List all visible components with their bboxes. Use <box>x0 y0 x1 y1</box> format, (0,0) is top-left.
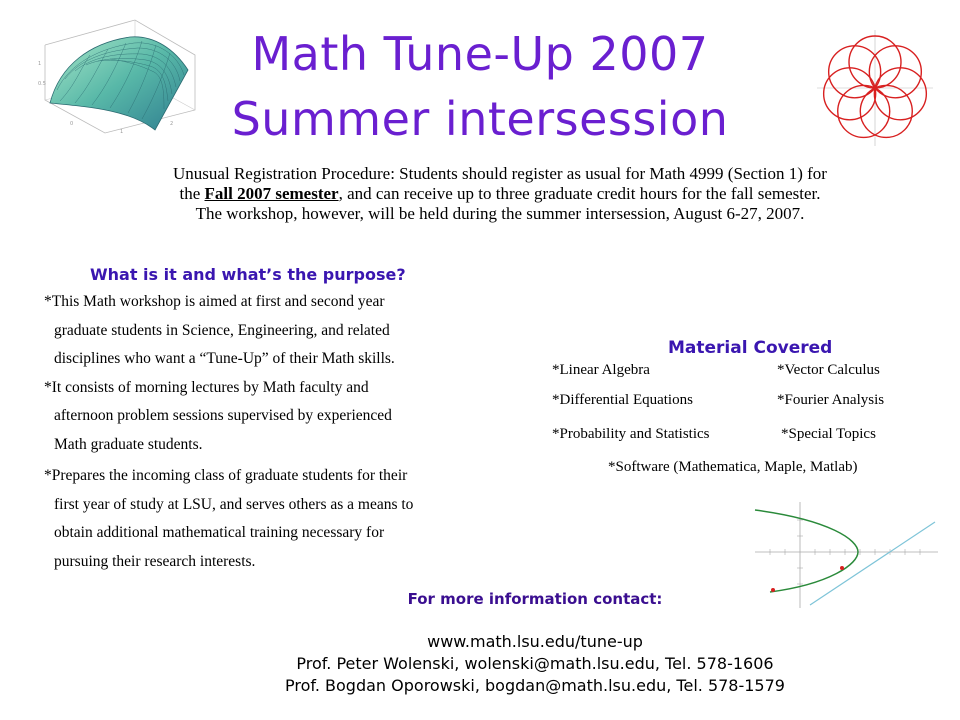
svg-text:1: 1 <box>120 129 124 135</box>
purpose-line: pursuing their research interests. <box>54 552 256 570</box>
intro-line1: Unusual Registration Procedure: Students should register as usual for Math 4999 (Section 1) for <box>173 164 827 183</box>
purpose-line: graduate students in Science, Engineering, and related <box>54 321 390 339</box>
material-item: *Software (Mathematica, Maple, Matlab) <box>608 459 858 475</box>
purpose-line: *Prepares the incoming class of graduate students for their <box>44 467 408 484</box>
contact-heading: For more information contact: <box>407 590 663 608</box>
material-item: *Special Topics <box>781 426 876 442</box>
svg-text:2: 2 <box>170 121 174 127</box>
material-item: *Probability and Statistics <box>552 426 710 442</box>
purpose-line: afternoon problem sessions supervised by experienced <box>54 407 392 424</box>
contact-person-2: Prof. Bogdan Oporowski, bogdan@math.lsu.edu, Tel. 578-1579 <box>285 676 785 695</box>
purpose-line: disciplines who want a “Tune-Up” of their Math skills. <box>54 350 395 367</box>
contact-person-1: Prof. Peter Wolenski, wolenski@math.lsu.edu, Tel. 578-1606 <box>296 654 774 673</box>
intro-line3: The workshop, however, will be held during the summer intersession, August 6-27, 2007. <box>195 204 805 223</box>
surface-plot-icon <box>30 15 200 135</box>
purpose-line: first year of study at LSU, and serves others as a means to <box>54 495 414 513</box>
svg-text:0.5: 0.5 <box>38 81 46 87</box>
purpose-line: *It consists of morning lectures by Math faculty and <box>44 378 369 396</box>
registration-notice <box>60 164 940 224</box>
rose-curve-icon <box>815 28 935 148</box>
material-item: *Differential Equations <box>552 392 693 408</box>
material-item: *Fourier Analysis <box>777 392 885 408</box>
page-title-line2: Summer intersession <box>231 92 729 146</box>
contact-url[interactable]: www.math.lsu.edu/tune-up <box>427 632 643 651</box>
svg-text:1: 1 <box>38 61 42 67</box>
fall-semester-link[interactable]: Fall 2007 semester <box>204 184 339 203</box>
material-item: *Linear Algebra <box>552 362 650 378</box>
material-heading: Material Covered <box>668 338 833 358</box>
page-title-line1: Math Tune-Up 2007 <box>251 27 709 81</box>
purpose-line: Math graduate students. <box>54 435 203 453</box>
purpose-heading: What is it and what’s the purpose? <box>90 265 406 284</box>
purpose-body <box>44 288 514 576</box>
material-item: *Vector Calculus <box>777 362 880 378</box>
svg-text:0: 0 <box>70 121 74 127</box>
purpose-line: *This Math workshop is aimed at first and second year <box>44 293 385 310</box>
intro-line2: the Fall 2007 semester, and can receive up to three graduate credit hours for the fall semester. <box>179 184 821 203</box>
purpose-line: obtain additional mathematical training necessary for <box>54 524 385 541</box>
